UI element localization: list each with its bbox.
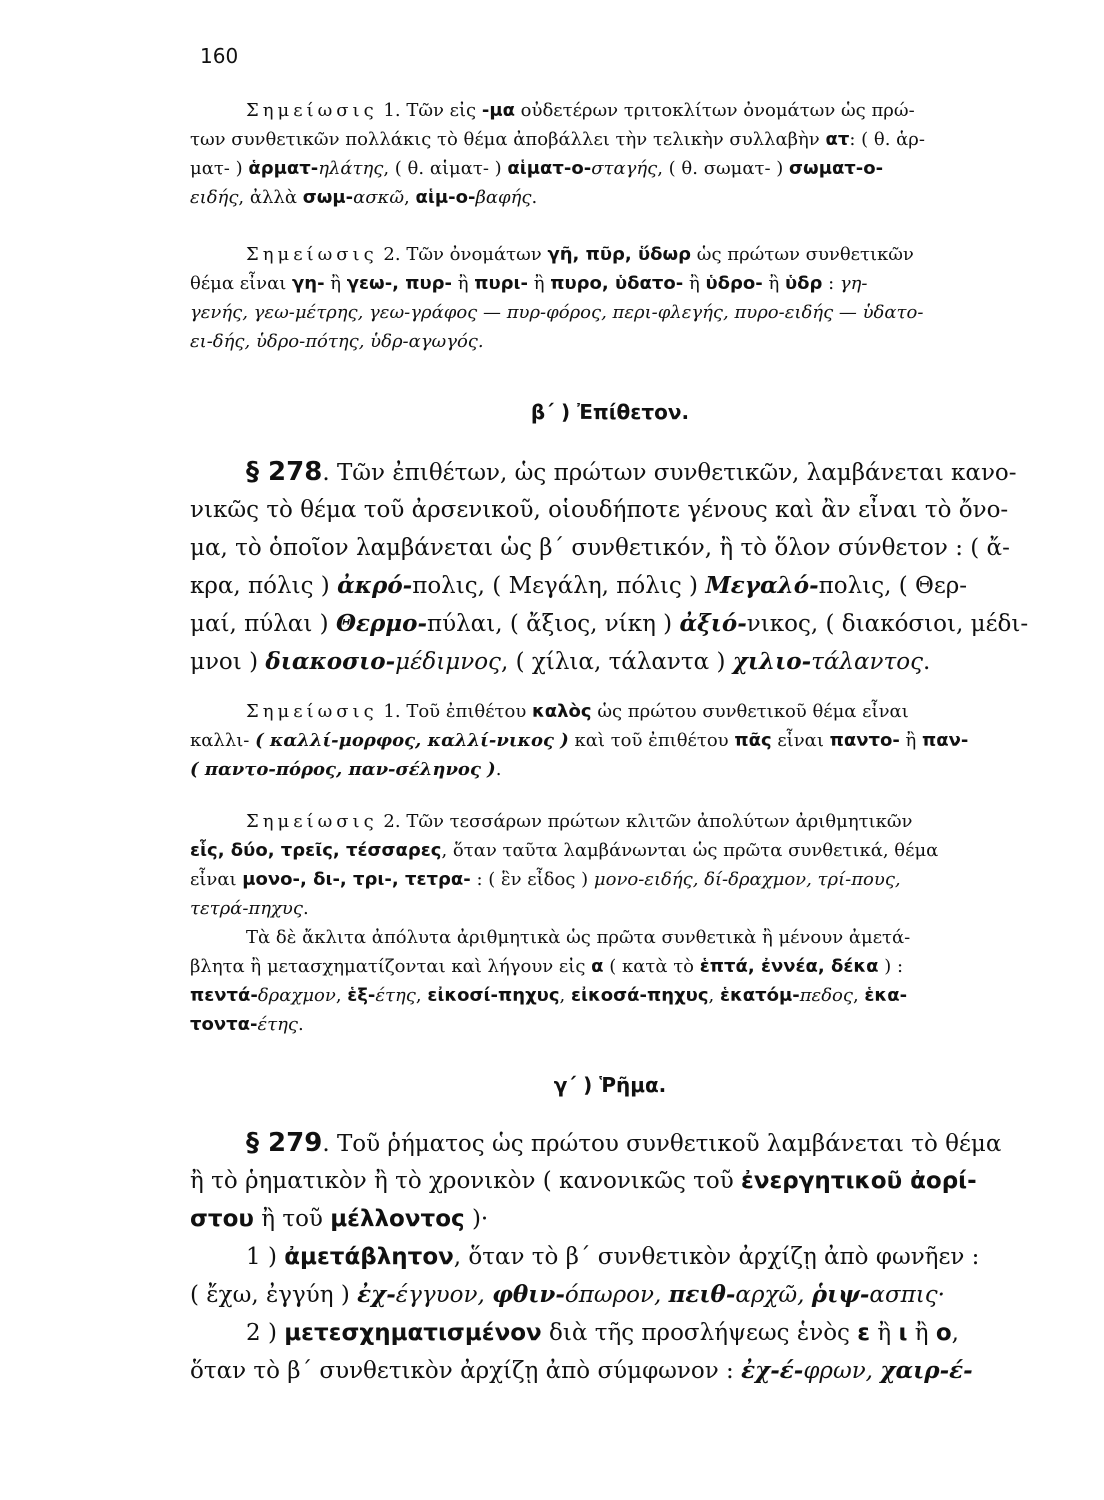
section-heading-adjective: β΄ ) Ἐπίθετον. <box>530 400 690 424</box>
text-line: καλλι- ( καλλί-μορφος, καλλί-νικος ) καὶ τοῦ ἐπιθέτου πᾶς εἶναι παντο- ἢ παν- <box>190 730 969 751</box>
section-278 <box>190 453 1030 681</box>
text-line: § 279. Τοῦ ῥήματος ὡς πρώτου συνθετικοῦ λαμβάνεται τὸ θέμα <box>246 1128 1002 1158</box>
text-line: Σημείωσις 2. Τῶν τεσσάρων πρώτων κλιτῶν ἀπολύτων ἀριθμητικῶν <box>246 811 913 832</box>
text-line: § 278. Τῶν ἐπιθέτων, ὡς πρώτων συνθετικῶν, λαμβάνεται κανο- <box>246 457 1017 487</box>
text-line: ὅταν τὸ β΄ συνθετικὸν ἀρχίζῃ ἀπὸ σύμφωνον : ἐχ-έ-φρων, χαιρ-έ- <box>190 1357 973 1384</box>
note-4 <box>190 807 1030 1039</box>
text-line: τετρά-πηχυς. <box>190 898 309 919</box>
text-line: θέμα εἶναι γη- ἢ γεω-, πυρ- ἢ πυρι- ἢ πυρο, ὑδατο- ἢ ὑδρο- ἢ ὑδρ : γη- <box>190 273 868 294</box>
text-line: ( ἔχω, ἐγγύη ) ἐχ-έγγυον, φθιν-όπωρον, πειθ-αρχῶ, ῥιψ-ασπις· <box>190 1281 945 1308</box>
page-number: 160 <box>200 44 239 68</box>
text-line: πεντά-δραχμον, ἑξ-έτης, εἰκοσί-πηχυς, εἰκοσά-πηχυς, ἑκατόμ-πεδος, ἑκα- <box>190 985 908 1006</box>
text-line: εἶναι μονο-, δι-, τρι-, τετρα- : ( ἓν εἶδος ) μονο-ειδής, δί-δραχμον, τρί-πους, <box>190 869 901 890</box>
text-line: Σημείωσις 1. Τοῦ ἐπιθέτου καλὸς ὡς πρώτου συνθετικοῦ θέμα εἶναι <box>246 701 909 722</box>
text-line: 1 ) ἀμετάβλητον, ὅταν τὸ β΄ συνθετικὸν ἀρχίζῃ ἀπὸ φωνῆεν : <box>246 1244 980 1270</box>
text-line: ( παντο-πόρος, παν-σέληνος ). <box>190 759 502 780</box>
text-line: ἢ τὸ ῥηματικὸν ἢ τὸ χρονικὸν ( κανονικῶς τοῦ ἐνεργητικοῦ ἀορί- <box>190 1168 977 1194</box>
text-line: Τὰ δὲ ἄκλιτα ἀπόλυτα ἀριθμητικὰ ὡς πρῶτα συνθετικὰ ἢ μένουν ἀμετά- <box>246 927 911 948</box>
text-line: μνοι ) διακοσιο-μέδιμνος, ( χίλια, τάλαντα ) χιλιο-τάλαντος. <box>190 648 931 675</box>
text-line: νικῶς τὸ θέμα τοῦ ἀρσενικοῦ, οἱουδήποτε γένους καὶ ἂν εἶναι τὸ ὄνο- <box>190 497 1009 523</box>
section-heading-verb: γ΄ ) Ῥῆμα. <box>553 1073 667 1097</box>
text-line: ειδής, ἀλλὰ σωμ-ασκῶ, αἱμ-ο-βαφής. <box>190 187 538 208</box>
note-1 <box>190 96 1030 212</box>
section-279 <box>190 1124 1030 1390</box>
text-line: κρα, πόλις ) ἀκρό-πολις, ( Μεγάλη, πόλις ) Μεγαλό-πολις, ( Θερ- <box>190 572 968 599</box>
note-3 <box>190 697 1030 784</box>
text-line: ματ- ) ἁρματ-ηλάτης, ( θ. αἱματ- ) αἱματ-ο-σταγής, ( θ. σωματ- ) σωματ-ο- <box>190 158 884 179</box>
text-line: στου ἢ τοῦ μέλλοντος )· <box>190 1206 489 1232</box>
note-2 <box>190 240 1030 356</box>
text-line: γενής, γεω-μέτρης, γεω-γράφος — πυρ-φόρος, περι-φλεγής, πυρο-ειδής — ὑδατο- <box>190 302 924 323</box>
text-line: Σημείωσις 2. Τῶν ὀνομάτων γῆ, πῦρ, ὕδωρ ὡς πρώτων συνθετικῶν <box>246 244 914 265</box>
text-line: ει-δής, ὑδρο-πότης, ὑδρ-αγωγός. <box>190 331 484 352</box>
text-line: των συνθετικῶν πολλάκις τὸ θέμα ἀποβάλλει τὴν τελικὴν συλλαβὴν ατ: ( θ. ἁρ- <box>190 129 925 150</box>
text-line: βλητα ἢ μετασχηματίζονται καὶ λήγουν εἰς α ( κατὰ τὸ ἑπτά, ἐννέα, δέκα ) : <box>190 956 904 977</box>
text-line: εἷς, δύο, τρεῖς, τέσσαρες, ὅταν ταῦτα λαμβάνωνται ὡς πρῶτα συνθετικά, θέμα <box>190 840 939 861</box>
text-line: 2 ) μετεσχηματισμένον διὰ τῆς προσλήψεως ἑνὸς ε ἢ ι ἢ ο, <box>246 1320 959 1346</box>
text-line: Σημείωσις 1. Τῶν εἰς -μα οὐδετέρων τριτοκλίτων ὀνομάτων ὡς πρώ- <box>246 100 915 121</box>
text-line: μαί, πύλαι ) Θερμο-πύλαι, ( ἄξιος, νίκη ) ἀξιό-νικος, ( διακόσιοι, μέδι- <box>190 610 1029 637</box>
text-line: μα, τὸ ὁποῖον λαμβάνεται ὡς β΄ συνθετικόν, ἢ τὸ ὅλον σύνθετον : ( ἄ- <box>190 535 1010 561</box>
text-line: τοντα-έτης. <box>190 1014 304 1035</box>
